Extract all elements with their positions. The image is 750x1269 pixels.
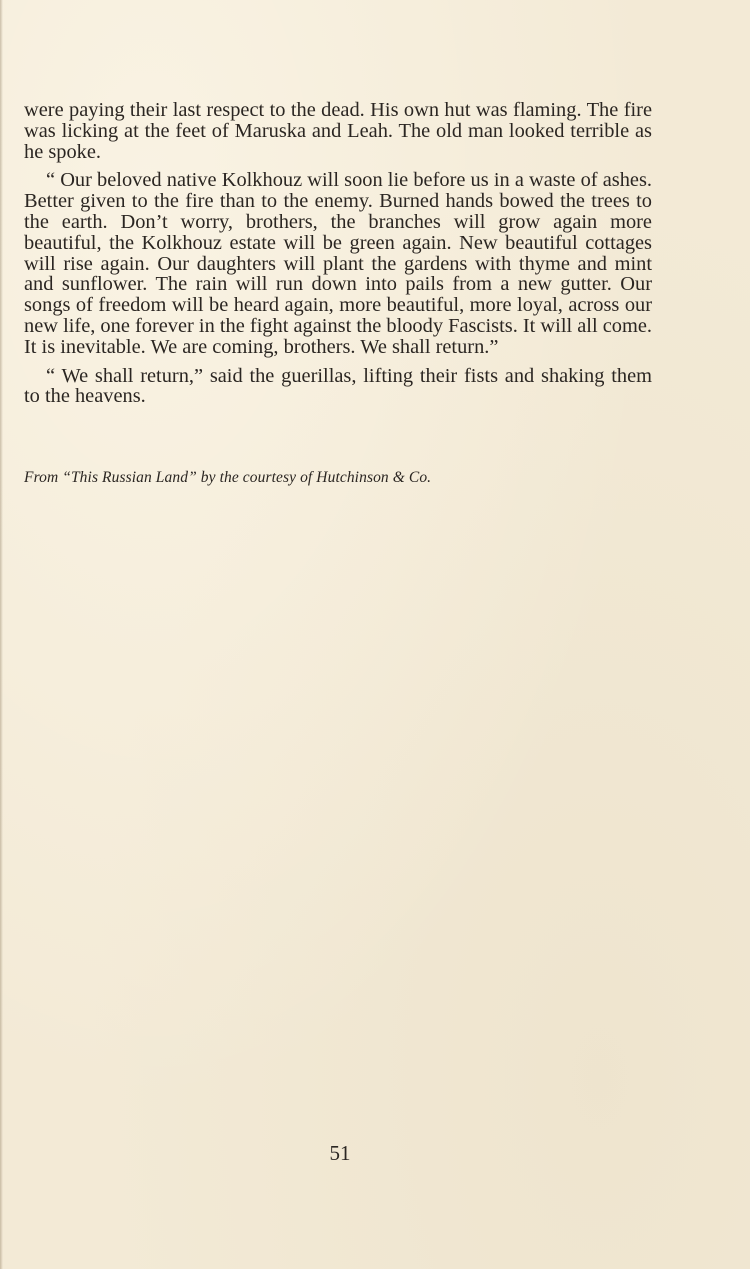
page-edge-shadow: [0, 0, 3, 1269]
paragraph-3: “ We shall return,” said the guerillas, lifting their fists and shaking them to the heavens.: [24, 364, 652, 408]
page-number: 51: [329, 1141, 351, 1165]
body-text: [24, 100, 652, 415]
source-credit: From “This Russian Land” by the courtesy of Hutchinson & Co.: [24, 469, 432, 486]
paragraph-1: were paying their last respect to the dead. His own hut was flaming. The fire was licking at the feet of Maruska and Leah. The old man looked terrible as he spoke.: [24, 99, 652, 163]
paragraph-2: “ Our beloved native Kolkhouz will soon lie before us in a waste of ashes. Better given to the fire than to the enemy. Burned hands bowed the trees to the earth. Don’t worry, brothers, the branches will grow again more beautiful, the Kolkhouz estate will be green again. New beautiful cottages will rise again. Our daughters will plant the gardens with thyme and mint and sunflower. The rain will run down into pails from a new gutter. Our songs of freedom will be heard again, more beautiful, more loyal, across our new life, one forever in the fight against the bloody Fascists. It will all come. It is inevitable. We are coming, brothers. We shall return.”: [24, 169, 652, 358]
